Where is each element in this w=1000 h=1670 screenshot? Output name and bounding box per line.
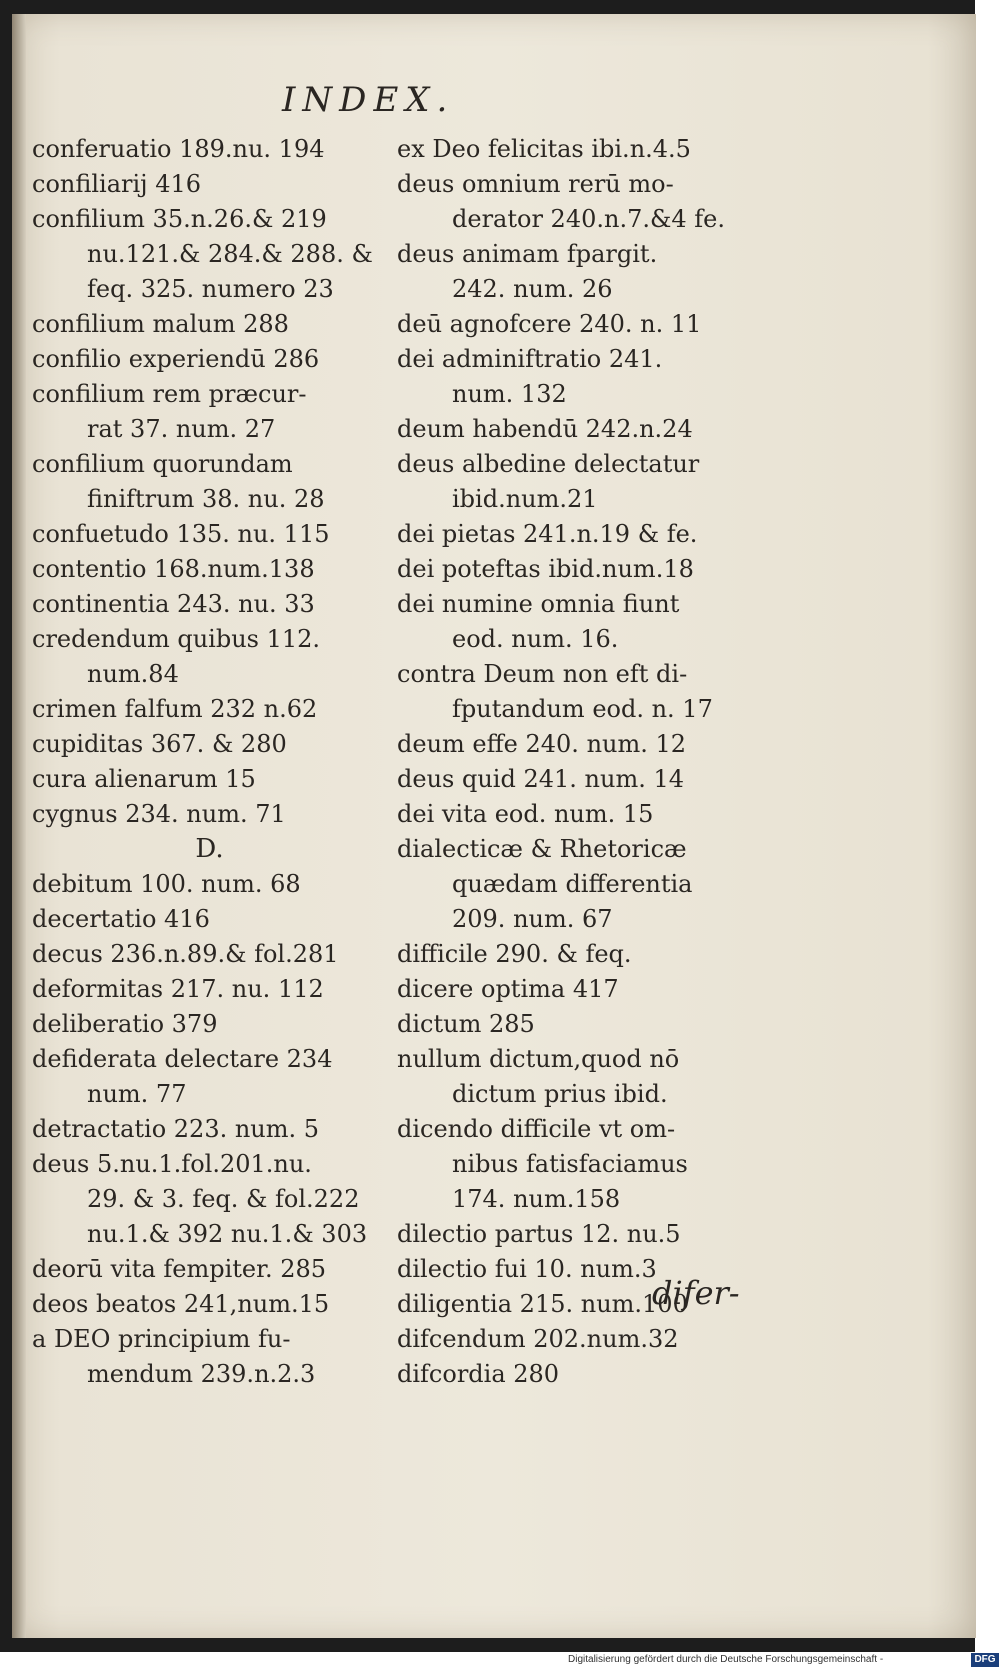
index-entry: confilium 35.n.26.& 219	[32, 205, 327, 233]
index-entry: crimen falfum 232 n.62	[32, 695, 318, 723]
index-entry: credendum quibus 112.	[32, 625, 321, 653]
index-entry-continuation: nibus fatisfaciamus	[452, 1150, 688, 1178]
footer-credit: Digitalisierung gefördert durch die Deutsche Forschungsgemeinschaft -	[568, 1654, 884, 1665]
index-entry-continuation: dictum prius ibid.	[452, 1080, 668, 1108]
running-head: INDEX.	[282, 80, 455, 120]
index-entry: dei numine omnia fiunt	[397, 590, 680, 618]
book-page	[12, 14, 976, 1638]
right-column	[397, 132, 742, 1392]
index-entry: cupiditas 367. & 280	[32, 730, 287, 758]
index-entry-continuation: num. 132	[452, 380, 567, 408]
index-entry: dei adminiftratio 241.	[397, 345, 663, 373]
index-entry: detractatio 223. num. 5	[32, 1115, 320, 1143]
index-entry-continuation: 209. num. 67	[452, 905, 613, 933]
index-entry: diligentia 215. num.100	[397, 1290, 688, 1318]
index-entry: contra Deum non eft di-	[397, 660, 688, 688]
index-entry-continuation: fputandum eod. n. 17	[452, 695, 713, 723]
index-entry: confilium rem præcur-	[32, 380, 307, 408]
index-entry-continuation: nu.121.& 284.& 288. &	[87, 240, 373, 268]
index-entry-continuation: mendum 239.n.2.3	[87, 1360, 316, 1388]
index-entry-continuation: 29. & 3. feq. & fol.222	[87, 1185, 360, 1213]
index-entry: confilium quorundam	[32, 450, 293, 478]
page-gutter-shadow	[12, 14, 26, 1638]
index-entry: dicendo difficile vt om-	[397, 1115, 676, 1143]
index-entry-continuation: feq. 325. numero 23	[87, 275, 334, 303]
index-entry: confiliarij 416	[32, 170, 202, 198]
index-entry: deum effe 240. num. 12	[397, 730, 687, 758]
index-entry: difficile 290. & feq.	[397, 940, 632, 968]
index-entry: contentio 168.num.138	[32, 555, 315, 583]
index-entry: nullum dictum,quod nō	[397, 1045, 680, 1073]
index-entry: dictum 285	[397, 1010, 535, 1038]
index-entry: difcendum 202.num.32	[397, 1325, 679, 1353]
index-entry-continuation: rat 37. num. 27	[87, 415, 276, 443]
index-entry: dicere optima 417	[397, 975, 619, 1003]
index-entry: dei poteftas ibid.num.18	[397, 555, 694, 583]
index-entry: deorū vita fempiter. 285	[32, 1255, 327, 1283]
index-entry-continuation: 242. num. 26	[452, 275, 613, 303]
index-entry: decertatio 416	[32, 905, 210, 933]
dfg-logo: DFG	[971, 1653, 999, 1667]
index-entry: deliberatio 379	[32, 1010, 218, 1038]
index-entry-continuation: derator 240.n.7.&4 fe.	[452, 205, 725, 233]
index-entry: deum habendū 242.n.24	[397, 415, 693, 443]
index-entry: deus omnium rerū mo-	[397, 170, 674, 198]
index-entry: debitum 100. num. 68	[32, 870, 301, 898]
index-entry: cygnus 234. num. 71	[32, 800, 286, 828]
left-column	[32, 132, 387, 1392]
index-entry: cura alienarum 15	[32, 765, 256, 793]
index-entry: deus albedine delectatur	[397, 450, 700, 478]
index-entry: deus 5.nu.1.fol.201.nu.	[32, 1150, 312, 1178]
index-entry: a DEO principium fu-	[32, 1325, 291, 1353]
index-entry: dilectio partus 12. nu.5	[397, 1220, 681, 1248]
index-entry: deus animam fpargit.	[397, 240, 658, 268]
index-entry: confuetudo 135. nu. 115	[32, 520, 330, 548]
index-entry: defiderata delectare 234	[32, 1045, 333, 1073]
index-entry-continuation: ibid.num.21	[452, 485, 598, 513]
index-entry: deū agnofcere 240. n. 11	[397, 310, 702, 338]
index-entry: confilium malum 288	[32, 310, 289, 338]
index-entry: deformitas 217. nu. 112	[32, 975, 324, 1003]
index-entry: deos beatos 241,num.15	[32, 1290, 330, 1318]
index-entry: conferuatio 189.nu. 194	[32, 135, 325, 163]
index-entry: dialecticæ & Rhetoricæ	[397, 835, 687, 863]
index-entry: decus 236.n.89.& fol.281	[32, 940, 339, 968]
index-entry: dei pietas 241.n.19 & fe.	[397, 520, 698, 548]
index-entry-continuation: quædam differentia	[452, 870, 693, 898]
index-entry-continuation: eod. num. 16.	[452, 625, 619, 653]
index-entry-continuation: 174. num.158	[452, 1185, 621, 1213]
index-entry: dilectio fui 10. num.3	[397, 1255, 657, 1283]
index-entry: deus quid 241. num. 14	[397, 765, 684, 793]
catchword: difer-	[652, 1274, 740, 1312]
index-letter-heading: D.	[195, 834, 224, 864]
index-entry: dei vita eod. num. 15	[397, 800, 654, 828]
index-entry: confilio experiendū 286	[32, 345, 320, 373]
index-entry-continuation: nu.1.& 392 nu.1.& 303	[87, 1220, 368, 1248]
index-entry-continuation: num. 77	[87, 1080, 187, 1108]
index-entry-continuation: num.84	[87, 660, 179, 688]
index-entry-continuation: finiftrum 38. nu. 28	[87, 485, 325, 513]
index-entry: difcordia 280	[397, 1360, 560, 1388]
index-entry: continentia 243. nu. 33	[32, 590, 315, 618]
index-entry: ex Deo felicitas ibi.n.4.5	[397, 135, 691, 163]
